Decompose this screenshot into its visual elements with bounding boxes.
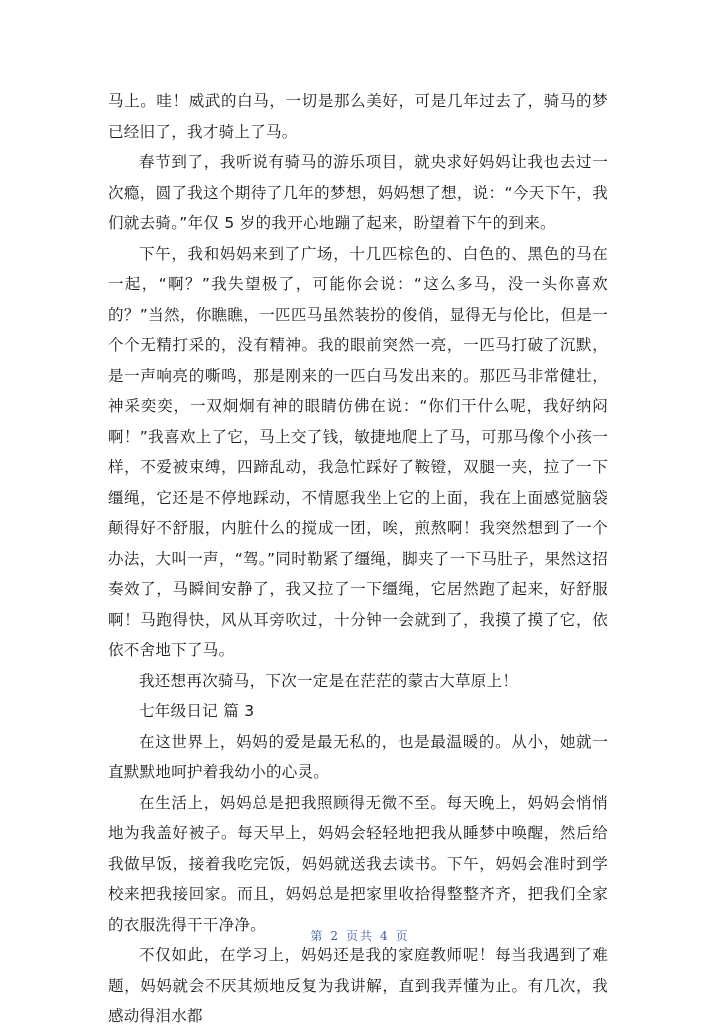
footer-prefix: 第 <box>310 929 325 943</box>
paragraph-6: 在生活上，妈妈总是把我照顾得无微不至。每天晚上，妈妈会悄悄地为我盖好被子。每天早上，妈妈会轻轻地把我从睡梦中唤醒，然后给我做早饭，接着我吃完饭，妈妈就送我去读书。下午，妈妈会准时到学校来把我接回家。而且，妈妈总是把家里收拾得整整齐齐，把我们全家的衣服洗得干干净净。 <box>108 793 608 934</box>
paragraph-7: 不仅如此，在学习上，妈妈还是我的家庭教师呢！每当我遇到了难题，妈妈就会不厌其烦地反复为我讲解，直到我弄懂为止。有几次，我感动得泪水都 <box>108 946 608 1025</box>
footer-total-pages: 4 <box>380 929 390 943</box>
paragraph-3: 下午，我和妈妈来到了广场，十几匹棕色的、白色的、黑色的马在一起，“啊？”我失望极了，可能你会说：“这么多马，没一头你喜欢的？”当然，你瞧瞧，一匹匹马虽然装扮的俊俏，显得无与伦比，但是一个个无精打采的，没有精神。我的眼前突然一亮，一匹马打破了沉默，是一声响亮的嘶鸣，那是刚来的一匹白马发出来的。那匹马非常健壮，神采奕奕，一双炯炯有神的眼睛仿佛在说：“你们干什么呢，我好纳闷啊！”我喜欢上了它，马上交了钱，敏捷地爬上了马，可那马像个小孩一样，不爱被束缚，四蹄乱动，我急忙踩好了鞍镫，双腿一夹，拉了一下缰绳，它还是不停地踩动，不情愿我坐上它的上面，我在上面感觉脑袋颠得好不舒服，内脏什么的搅成一团，唉，煎熬啊！我突然想到了一个办法，大叫一声，“驾。”同时勒紧了缰绳，脚夹了一下马肚子，果然这招奏效了，马瞬间安静了，我又拉了一下缰绳，它居然跑了起来，好舒服啊！马跑得快，风从耳旁吹过，十分钟一会就到了，我摸了摸了它，依依不舍地下了马。 <box>108 244 608 659</box>
section-heading: 七年级日记 篇 3 <box>139 702 255 720</box>
footer-middle: 页共 <box>345 929 374 943</box>
paragraph-4: 我还想再次骑马，下次一定是在茫茫的蒙古大草原上！ <box>139 671 519 690</box>
paragraph-5: 在这世界上，妈妈的爱是最无私的，也是最温暖的。从小，她就一直默默地呵护着我幼小的心灵。 <box>108 732 608 781</box>
page-footer <box>0 927 720 944</box>
document-body <box>108 86 608 1032</box>
paragraph-1: 马上。哇！威武的白马，一切是那么美好，可是几年过去了，骑马的梦已经旧了，我才骑上了马。 <box>108 92 608 141</box>
footer-current-page: 2 <box>330 929 340 943</box>
footer-suffix: 页 <box>395 929 410 943</box>
paragraph-2: 春节到了，我听说有骑马的游乐项目，就央求好妈妈让我也去过一次瘾，圆了我这个期待了几年的梦想，妈妈想了想，说：“今天下午，我们就去骑。”年仅 5 岁的我开心地蹦了起来，盼望着下午的到来。 <box>108 153 608 232</box>
